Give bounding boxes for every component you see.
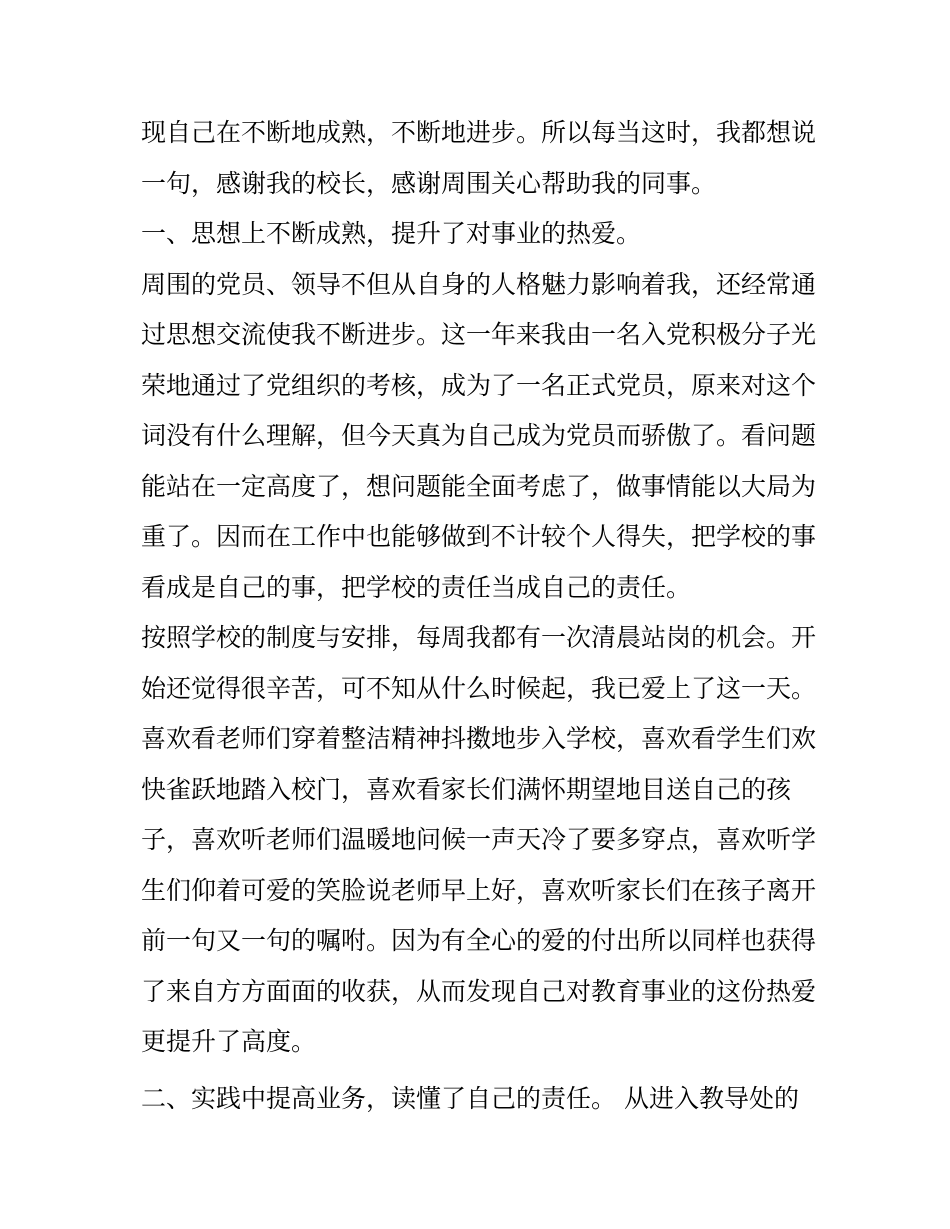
text-line: 周围的党员、领导不但从自身的人格魅力影响着我，还经常通 <box>141 269 817 299</box>
text-line: 词没有什么理解，但今天真为自己成为党员而骄傲了。看问题 <box>141 421 817 450</box>
text-line: 看成是自己的事，把学校的责任当成自己的责任。 <box>141 572 692 602</box>
section-heading: 二、实践中提高业务，读懂了自己的责任。 从进入教导处的 <box>141 1083 799 1113</box>
text-line: 始还觉得很辛苦，可不知从什么时候起，我已爱上了这一天。 <box>141 673 817 703</box>
text-line: 了来自方方面面的收获，从而发现自己对教育事业的这份热爱 <box>141 976 817 1006</box>
text-line: 荣地通过了党组织的考核，成为了一名正式党员，原来对这个 <box>141 370 817 400</box>
text-line: 一句，感谢我的校长，感谢周围关心帮助我的同事。 <box>141 168 717 198</box>
text-line: 喜欢看老师们穿着整洁精神抖擞地步入学校，喜欢看学生们欢 <box>141 724 817 753</box>
document-body <box>141 108 821 1124</box>
text-line: 生们仰着可爱的笑脸说老师早上好，喜欢听家长们在孩子离开 <box>141 875 817 905</box>
text-line: 按照学校的制度与安排，每周我都有一次清晨站岗的机会。开 <box>141 623 817 652</box>
text-line: 快雀跃地踏入校门，喜欢看家长们满怀期望地目送自己的孩 <box>141 774 792 804</box>
text-line: 能站在一定高度了，想问题能全面考虑了，做事情能以大局为 <box>141 471 817 501</box>
text-line: 子，喜欢听老师们温暖地问候一声天冷了要多穿点，喜欢听学 <box>141 825 817 854</box>
text-line: 现自己在不断地成熟，不断地进步。所以每当这时，我都想说 <box>141 118 817 147</box>
section-heading: 一、思想上不断成熟，提升了对事业的热爱。 <box>141 219 642 248</box>
text-line: 过思想交流使我不断进步。这一年来我由一名入党积极分子光 <box>141 320 817 349</box>
text-line: 重了。因而在工作中也能够做到不计较个人得失，把学校的事 <box>141 522 817 551</box>
text-line: 前一句又一句的嘱咐。因为有全心的爱的付出所以同样也获得 <box>141 926 817 955</box>
text-line: 更提升了高度。 <box>141 1027 317 1056</box>
